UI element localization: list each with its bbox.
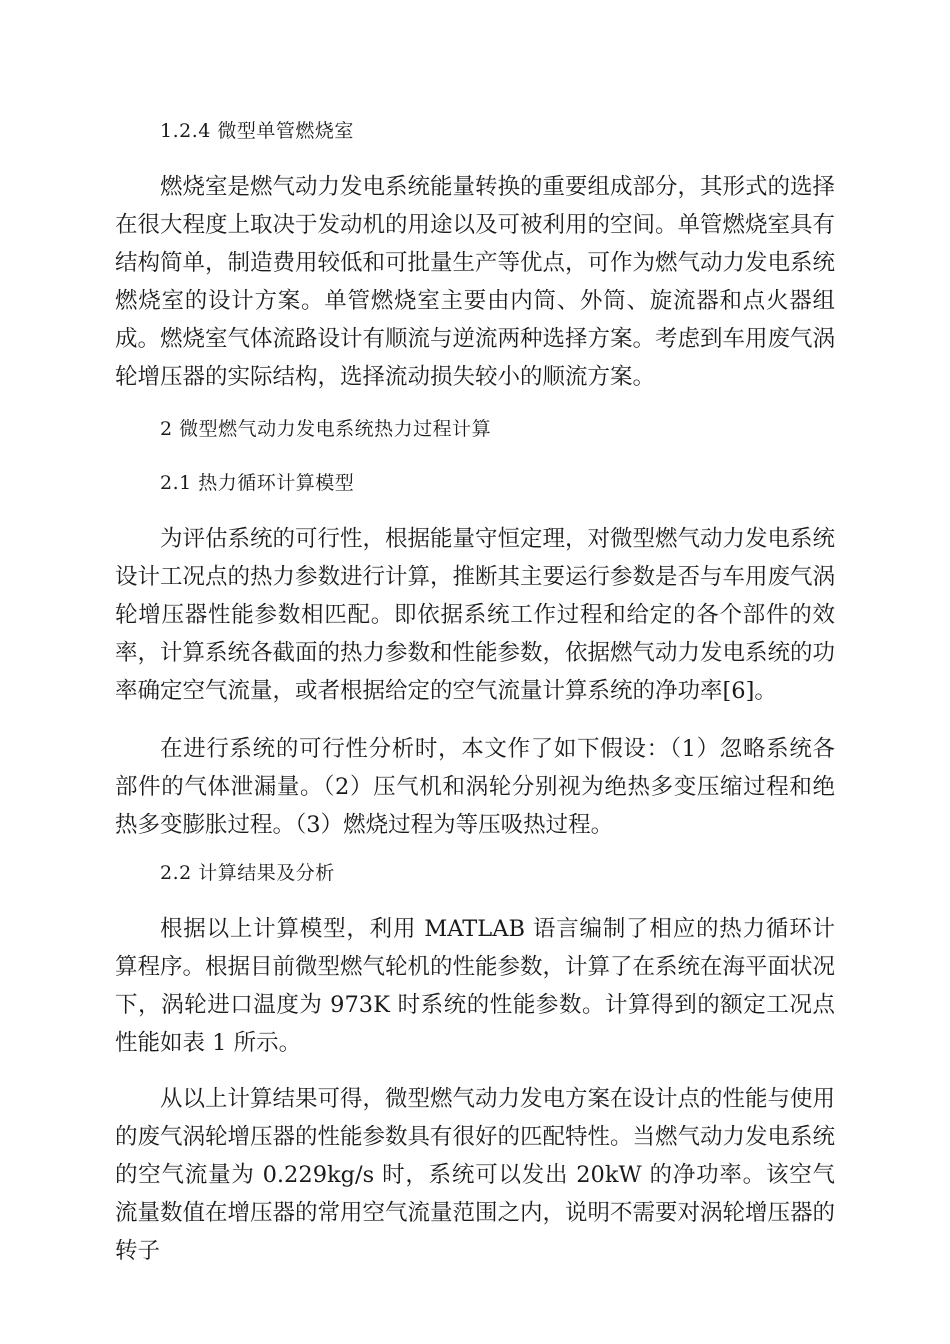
section-heading-2-1: 2.1 热力循环计算模型: [160, 472, 355, 494]
paragraph-calculation-results: 根据以上计算模型，利用 MATLAB 语言编制了相应的热力循环计算程序。根据目前微型燃气轮机的性能参数，计算了在系统在海平面状况下，涡轮进口温度为 973K 时系统的性能参数。计算得到的额定工况点性能如表 1 所示。: [115, 916, 836, 1056]
section-heading-2-2: 2.2 计算结果及分析: [160, 862, 335, 884]
section-heading-1-2-4: 1.2.4 微型单管燃烧室: [160, 120, 354, 142]
paragraph-assumptions: 在进行系统的可行性分析时，本文作了如下假设：（1）忽略系统各部件的气体泄漏量。（2）压气机和涡轮分别视为绝热多变压缩过程和绝热多变膨胀过程。（3）燃烧过程为等压吸热过程。: [115, 736, 835, 838]
paragraph-analysis: 从以上计算结果可得，微型燃气动力发电方案在设计点的性能与使用的废气涡轮增压器的性能参数具有很好的匹配特性。当燃气动力发电系统的空气流量为 0.229kg/s 时，系统可以发出 20kW 的净功率。该空气流量数值在增压器的常用空气流量范围之内，说明不需要对涡轮增压器的转子: [115, 1086, 836, 1264]
section-heading-2: 2 微型燃气动力发电系统热力过程计算: [160, 418, 492, 440]
paragraph-thermal-model: 为评估系统的可行性，根据能量守恒定理，对微型燃气动力发电系统设计工况点的热力参数进行计算，推断其主要运行参数是否与车用废气涡轮增压器性能参数相匹配。即依据系统工作过程和给定的各个部件的效率，计算系统各截面的热力参数和性能参数，依据燃气动力发电系统的功率确定空气流量，或者根据给定的空气流量计算系统的净功率[6]。: [115, 526, 836, 704]
paragraph-combustor: 燃烧室是燃气动力发电系统能量转换的重要组成部分，其形式的选择在很大程度上取决于发动机的用途以及可被利用的空间。单管燃烧室具有结构简单，制造费用较低和可批量生产等优点，可作为燃气动力发电系统燃烧室的设计方案。单管燃烧室主要由内筒、外筒、旋流器和点火器组成。燃烧室气体流路设计有顺流与逆流两种选择方案。考虑到车用废气涡轮增压器的实际结构，选择流动损失较小的顺流方案。: [115, 174, 836, 390]
